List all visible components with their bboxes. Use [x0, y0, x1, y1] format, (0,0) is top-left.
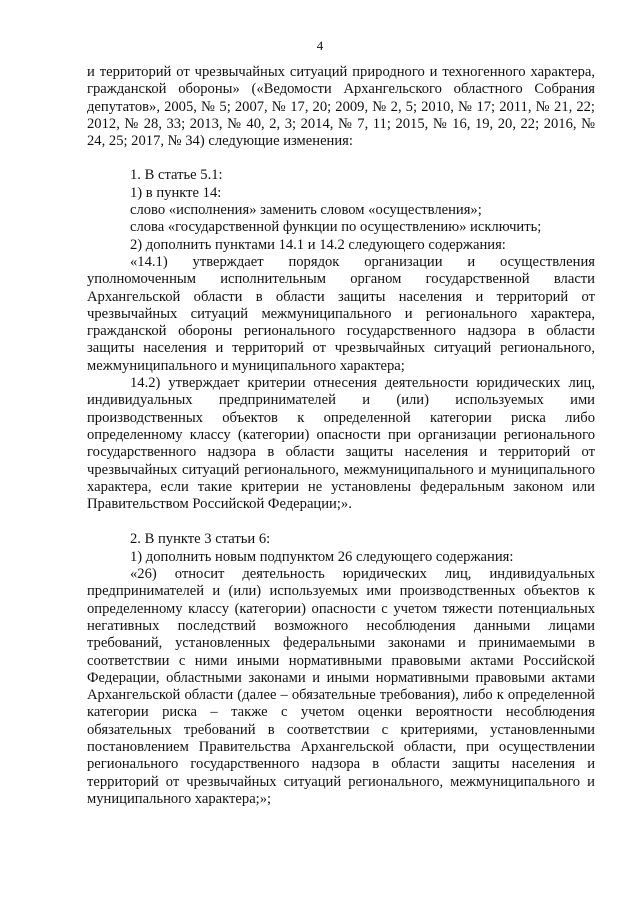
paragraph-item-14: 1) в пункте 14: [130, 184, 222, 201]
paragraph-subitem-26: «26) относит деятельность юридических лиц, индивидуальных предпринимателей и (или) используемых ими производственных объектов к определенному классу (категории) опасности с учетом тяжести потенциальных негативных последствий возможного несоблюдения данными лицами требований, установленных федеральными законами и принимаемыми в соответствии с ними иными нормативными правовыми актами Российской Федерации, областными законами и иными нормативными правовыми актами Архангельской области (далее – обязательные требования), либо к определенной категории риска – также с учетом оценки вероятности несоблюдения обязательных требований в соответствии с критериями, установленными постановлением Правительства Архангельской области, при осуществлении регионального государственного надзора в области защиты населения и территорий от чрезвычайных ситуаций регионального, межмуниципального и муниципального характера;»; [87, 566, 595, 807]
paragraph-remove-words: слова «государственной функции по осуществлению» исключить; [130, 219, 542, 236]
paragraph-add-items: 2) дополнить пунктами 14.1 и 14.2 следующего содержания: [130, 236, 506, 253]
document-body [87, 64, 595, 808]
page-number: 4 [316, 38, 324, 53]
spacer [87, 150, 595, 167]
paragraph-intro-continuation: и территорий от чрезвычайных ситуаций природного и техногенного характера, гражданской обороны» («Ведомости Архангельского областного Собрания депутатов», 2005, № 5; 2007, № 17, 20; 2009, № 2, 5; 2010, № 17; 2011, № 21, 22; 2012, № 28, 33; 2013, № 40, 2, 3; 2014, № 7, 11; 2015, № 16, 19, 20, 22; 2016, № 24, 25; 2017, № 34) следующие изменения: [87, 64, 595, 150]
paragraph-article-6: 2. В пункте 3 статьи 6: [130, 531, 271, 548]
paragraph-item-14-2: 14.2) утверждает критерии отнесения деятельности юридических лиц, индивидуальных предпринимателей и (или) используемых ими производственных объектов к определенной категории риска либо определенному классу (категории) опасности при организации регионального государственного надзора в области защиты населения и территорий от чрезвычайных ситуаций регионального, межмуниципального и муниципального характера, если такие критерии не установлены федеральным законом или Правительством Российской Федерации;». [87, 375, 595, 513]
paragraph-replace-word: слово «исполнения» заменить словом «осуществления»; [130, 202, 482, 219]
paragraph-add-subitem-26: 1) дополнить новым подпунктом 26 следующего содержания: [130, 548, 514, 565]
spacer [87, 513, 595, 531]
paragraph-article-5-1: 1. В статье 5.1: [130, 167, 223, 184]
paragraph-item-14-1: «14.1) утверждает порядок организации и осуществления уполномоченным исполнительным органом государственной власти Архангельской области в области защиты населения и территорий от чрезвычайных ситуаций межмуниципального и регионального характера, гражданской обороны регионального государственного надзора в области защиты населения и территорий от чрезвычайных ситуаций регионального, межмуниципального и муниципального характера; [87, 253, 595, 374]
